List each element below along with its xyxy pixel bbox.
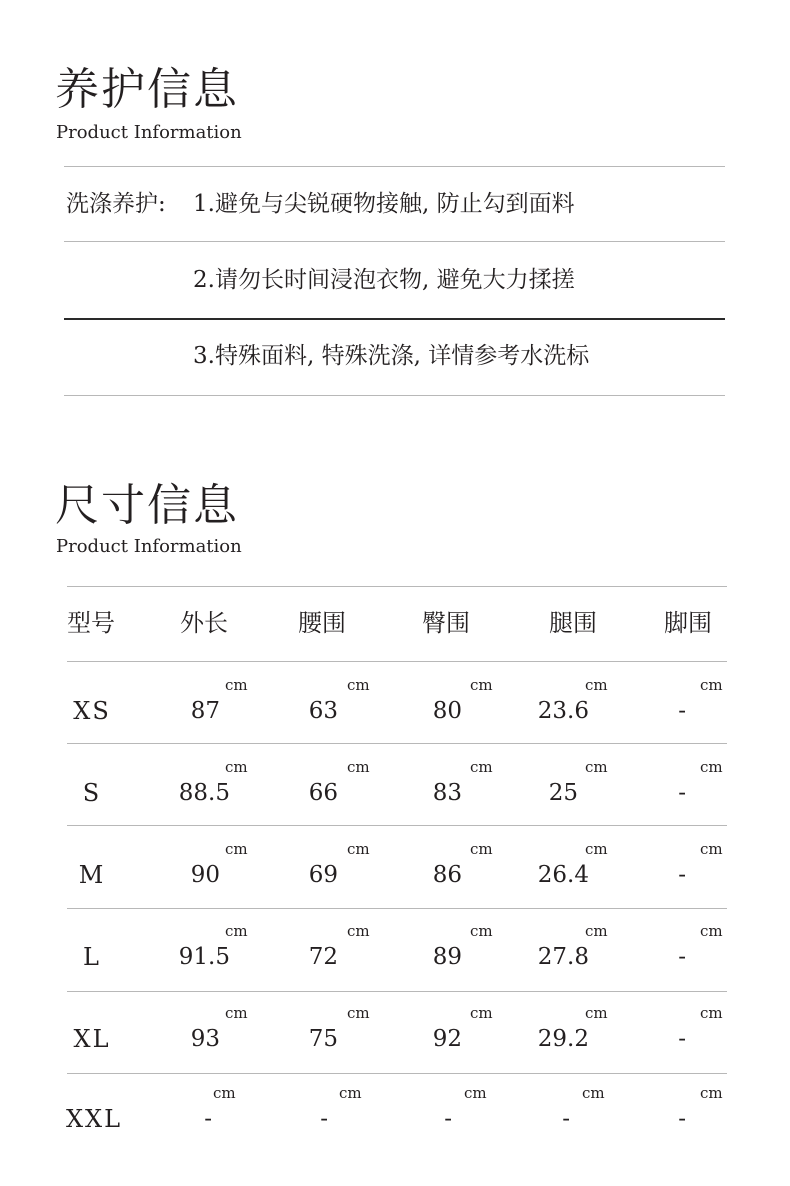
unit-label: cm [700,1004,723,1022]
divider [67,991,727,992]
unit-label: cm [585,1004,608,1022]
unit-label: cm [470,676,493,694]
unit-label: cm [700,758,723,776]
unit-label: cm [225,676,248,694]
divider [67,908,727,909]
unit-label: cm [585,922,608,940]
waist-value: 75 [308,1026,338,1052]
size-label: XL [73,1025,111,1053]
waist-value: - [320,1106,328,1132]
hip-value: 92 [432,1026,462,1052]
thigh-value: 29.2 [537,1026,589,1052]
length-value: 90 [190,862,220,888]
unit-label: cm [700,922,723,940]
hem-value: - [678,862,686,888]
unit-label: cm [213,1084,236,1102]
unit-label: cm [700,1084,723,1102]
table-row [0,1084,790,1186]
hip-value: 80 [432,698,462,724]
header-model: 型号 [67,609,115,637]
length-value: - [204,1106,212,1132]
divider [64,241,725,242]
hip-value: 86 [432,862,462,888]
unit-label: cm [347,840,370,858]
thigh-value: 23.6 [537,698,589,724]
length-value: 88.5 [178,780,230,806]
divider [67,661,727,662]
size-label: XS [73,697,111,725]
hem-value: - [678,944,686,970]
unit-label: cm [225,758,248,776]
unit-label: cm [347,758,370,776]
table-row [0,1004,790,1106]
header-thigh: 腿围 [549,609,597,637]
table-row [0,676,790,778]
header-hem: 脚围 [664,609,712,637]
divider [64,166,725,167]
unit-label: cm [700,840,723,858]
unit-label: cm [470,758,493,776]
care-item-3: 3.特殊面料, 特殊洗涤, 详情参考水洗标 [193,343,590,369]
waist-value: 69 [308,862,338,888]
waist-value: 63 [308,698,338,724]
hip-value: 89 [432,944,462,970]
table-top-rule [67,586,727,587]
size-label: XXL [65,1105,123,1133]
unit-label: cm [470,840,493,858]
care-label: 洗涤养护: [66,191,166,217]
divider [64,318,725,320]
hip-value: 83 [432,780,462,806]
hem-value: - [678,1026,686,1052]
unit-label: cm [585,840,608,858]
thigh-value: - [562,1106,570,1132]
care-subtitle: Product Information [56,122,242,143]
size-label: L [83,943,101,971]
unit-label: cm [585,676,608,694]
hip-value: - [444,1106,452,1132]
divider [67,1073,727,1074]
length-value: 91.5 [178,944,230,970]
unit-label: cm [225,1004,248,1022]
waist-value: 66 [308,780,338,806]
size-label: S [82,779,102,807]
thigh-value: 27.8 [537,944,589,970]
hem-value: - [678,1106,686,1132]
care-item-1: 1.避免与尖锐硬物接触, 防止勾到面料 [193,191,575,217]
care-title: 养护信息 [55,64,239,115]
unit-label: cm [470,1004,493,1022]
hem-value: - [678,780,686,806]
thigh-value: 25 [548,780,578,806]
divider [67,743,727,744]
length-value: 93 [190,1026,220,1052]
waist-value: 72 [308,944,338,970]
unit-label: cm [464,1084,487,1102]
header-hip: 臀围 [422,609,470,637]
thigh-value: 26.4 [537,862,589,888]
header-length: 外长 [180,609,228,637]
table-row [0,922,790,1024]
care-item-2: 2.请勿长时间浸泡衣物, 避免大力揉搓 [193,267,575,293]
unit-label: cm [347,922,370,940]
table-row [0,840,790,942]
unit-label: cm [347,676,370,694]
length-value: 87 [190,698,220,724]
unit-label: cm [339,1084,362,1102]
unit-label: cm [585,758,608,776]
hem-value: - [678,698,686,724]
unit-label: cm [225,840,248,858]
unit-label: cm [347,1004,370,1022]
divider [64,395,725,396]
divider [67,825,727,826]
unit-label: cm [225,922,248,940]
size-subtitle: Product Information [56,536,242,557]
size-title: 尺寸信息 [55,480,239,531]
unit-label: cm [582,1084,605,1102]
table-row [0,758,790,860]
size-label: M [78,861,106,889]
header-waist: 腰围 [298,609,346,637]
unit-label: cm [700,676,723,694]
unit-label: cm [470,922,493,940]
